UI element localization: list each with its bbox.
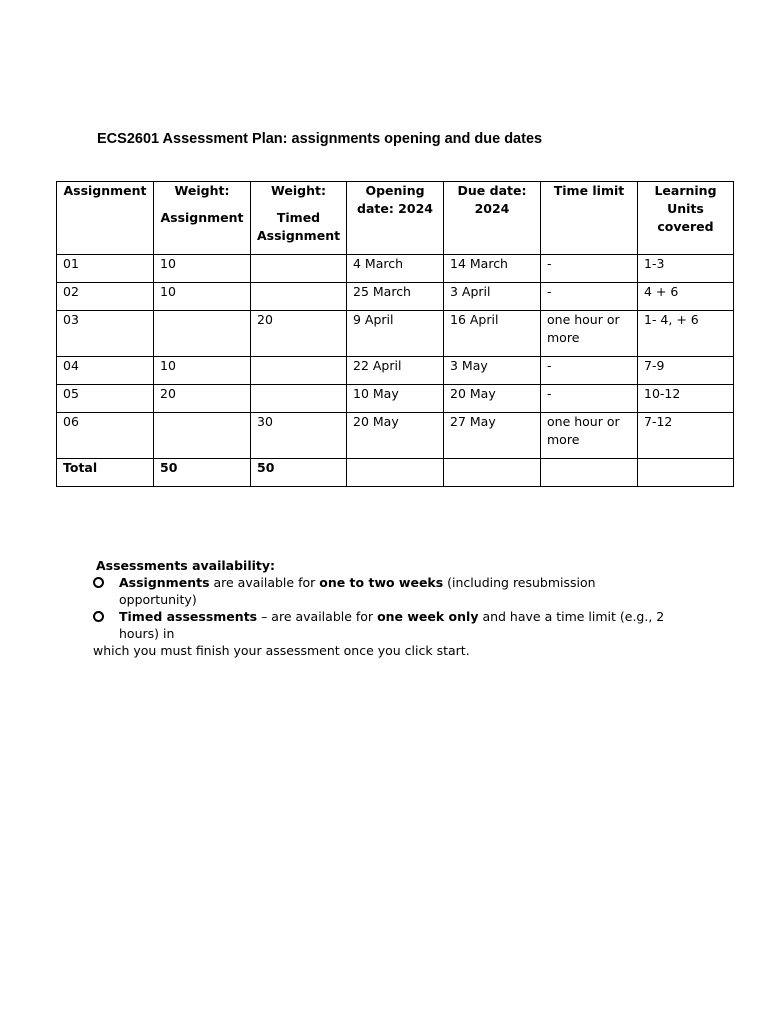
circle-bullet-icon [93,611,104,622]
total-cell [541,459,638,487]
total-cell [347,459,444,487]
table-cell: 10-12 [638,385,734,413]
column-header-line: Weight: [174,183,230,198]
table-cell: 05 [57,385,154,413]
total-cell: 50 [154,459,251,487]
column-header-line: 2024 [474,201,510,216]
table-row [57,255,734,283]
table-cell [154,311,251,357]
table-cell: 20 [154,385,251,413]
table-cell: - [541,385,638,413]
table-cell: 10 [154,357,251,385]
table-cell: 4 March [347,255,444,283]
table-cell: one hour or more [541,413,638,459]
table-cell: 3 April [444,283,541,311]
column-header-line: Learning [654,183,717,198]
availability-item-timed [93,608,673,642]
column-header-line: Due date: [457,183,527,198]
table-cell: - [541,255,638,283]
table-cell: 7-9 [638,357,734,385]
table-row [57,311,734,357]
table-cell: 02 [57,283,154,311]
table-cell: 10 [154,255,251,283]
availability-item-assignments [93,574,673,608]
table-cell: 9 April [347,311,444,357]
table-cell: 20 May [347,413,444,459]
total-cell: 50 [251,459,347,487]
availability-section [93,557,673,659]
table-header-row [57,182,734,255]
column-header-line: Units [667,201,704,216]
table-body [57,255,734,487]
total-cell: Total [57,459,154,487]
table-row [57,385,734,413]
table-row [57,413,734,459]
table-cell [154,413,251,459]
availability-item-continuation: which you must finish your assessment once you click start. [93,643,470,658]
document-title: ECS2601 Assessment Plan: assignments opening and due dates [97,131,543,147]
table-cell: 10 May [347,385,444,413]
table-cell: 1- 4, + 6 [638,311,734,357]
column-header-line: Assignment [160,210,244,225]
table-cell: - [541,357,638,385]
column-header [57,182,154,255]
table-cell: 06 [57,413,154,459]
availability-item-text: Timed assessments – are available for one week only and have a time limit (e.g., 2 hours) in [119,609,665,641]
table-cell [251,283,347,311]
circle-bullet-icon [93,577,104,588]
table-cell: 7-12 [638,413,734,459]
table-cell [251,255,347,283]
column-header [444,182,541,255]
table-row [57,283,734,311]
column-header-line: Weight: [271,183,326,198]
table-cell: 01 [57,255,154,283]
table-cell: 4 + 6 [638,283,734,311]
column-header [638,182,734,255]
table-cell: 03 [57,311,154,357]
column-header-line: Timed [276,210,321,225]
column-header-line: Assignment [63,183,147,198]
column-header [154,182,251,255]
table-row [57,357,734,385]
availability-heading: Assessments availability: [96,558,276,573]
column-header-line: Assignment [257,228,341,243]
table-cell: one hour or more [541,311,638,357]
table-cell: 22 April [347,357,444,385]
table-cell: 20 May [444,385,541,413]
table-cell: 27 May [444,413,541,459]
total-cell [444,459,541,487]
column-header [347,182,444,255]
column-header [541,182,638,255]
column-header-line: Time limit [553,183,625,198]
table-cell [251,357,347,385]
table-cell: 14 March [444,255,541,283]
column-header-line: date: 2024 [357,201,433,216]
availability-item-text: Assignments are available for one to two weeks (including resubmission opportunity) [119,575,596,607]
table-cell: 16 April [444,311,541,357]
table-cell: 04 [57,357,154,385]
table-cell: 30 [251,413,347,459]
table-cell: 3 May [444,357,541,385]
table-cell [251,385,347,413]
table-cell: 10 [154,283,251,311]
table-cell: 20 [251,311,347,357]
table-cell: 1-3 [638,255,734,283]
total-row [57,459,734,487]
column-header-line: covered [657,219,714,234]
table-cell: 25 March [347,283,444,311]
column-header-line: Opening [365,183,425,198]
total-cell [638,459,734,487]
column-header [251,182,347,255]
table-cell: - [541,283,638,311]
assessment-plan-table [56,181,734,487]
